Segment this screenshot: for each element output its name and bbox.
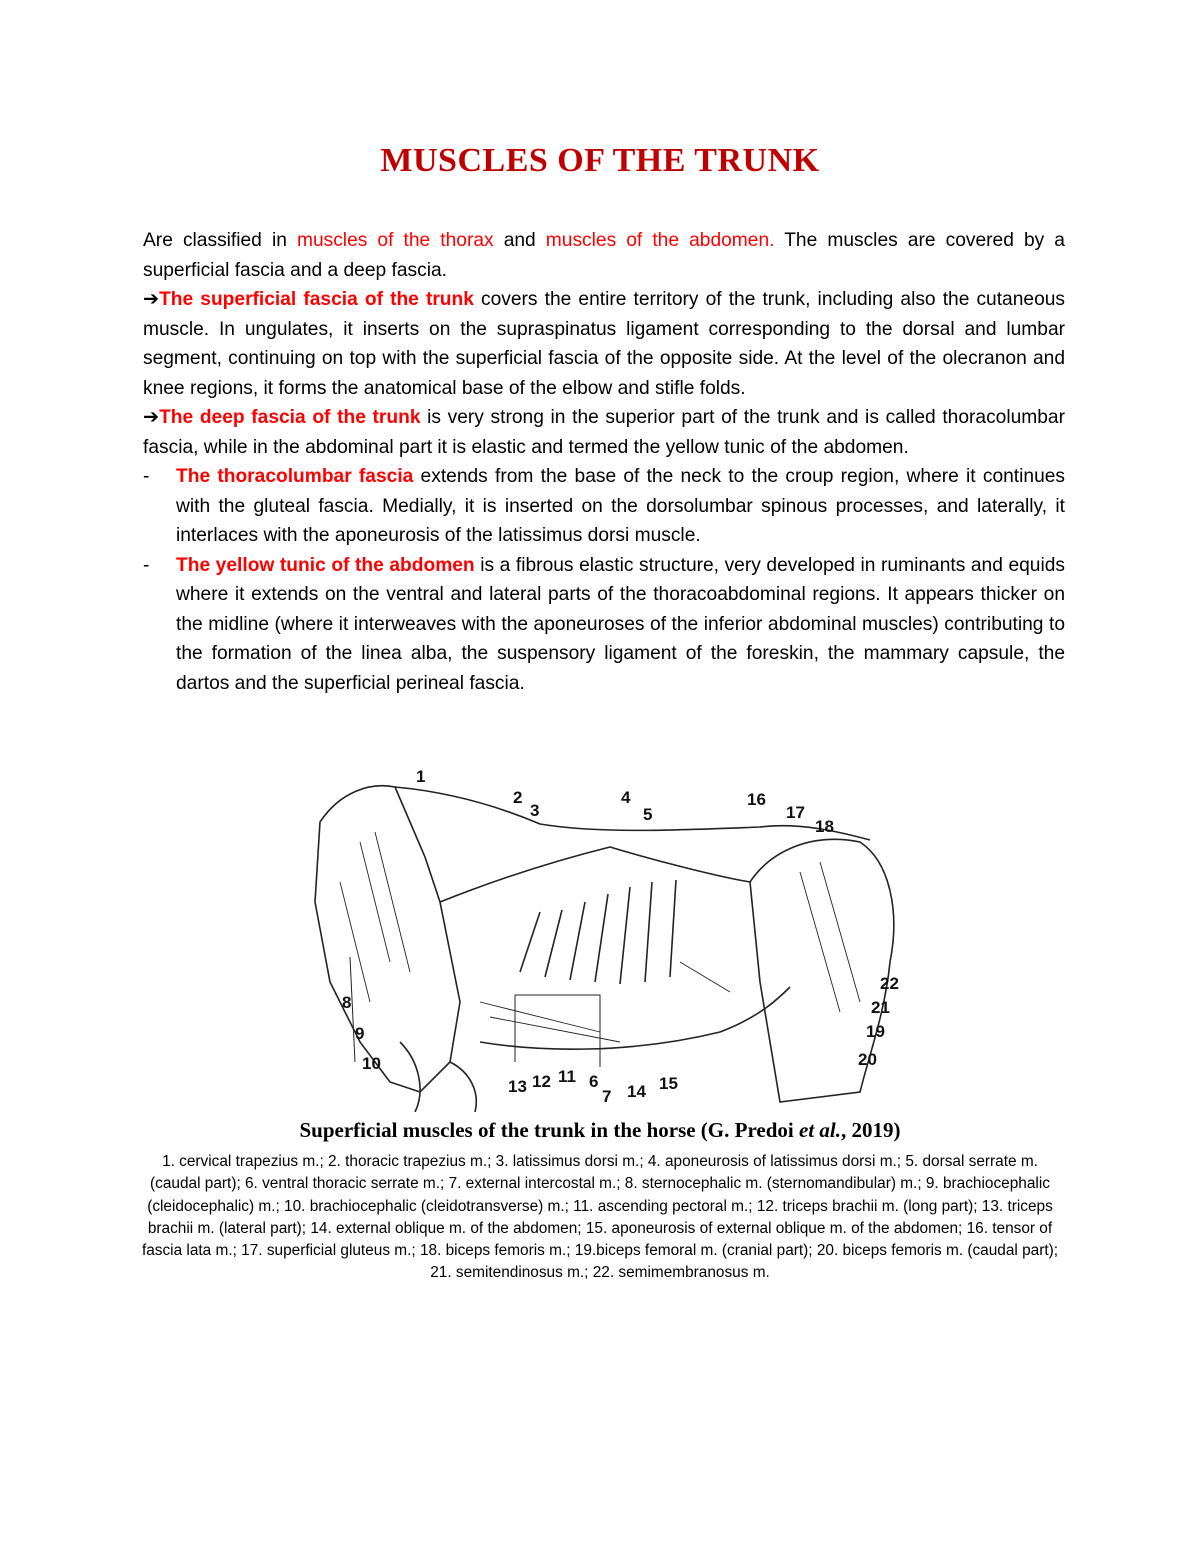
superficial-fascia-paragraph: [143, 285, 1065, 403]
thoracolumbar-item: [143, 462, 1065, 551]
label-18: 18: [815, 817, 834, 836]
label-2: 2: [513, 788, 523, 807]
label-14: 14: [627, 1082, 646, 1101]
label-1: 1: [416, 767, 426, 786]
label-11: 11: [558, 1067, 576, 1086]
thorax-term: muscles of the thorax: [296, 230, 494, 251]
caption-year: , 2019): [841, 1118, 901, 1142]
body-text: [143, 226, 1065, 698]
ventral-line: [480, 987, 790, 1049]
superficial-fascia-term: The superficial fascia of the trunk: [159, 289, 474, 310]
figure-legend: 1. cervical trapezius m.; 2. thoracic trapezius m.; 3. latissimus dorsi m.; 4. aponeurosis of latissimus dorsi m.; 5. dorsal serrate m. (caudal part); 6. ventral thoracic serrate m.; 7. external intercostal m.; 8. sternocephalic m. (sternomandibular) m.; 9. brachiocephalic (cleidocephalic) m.; 10. brachiocephalic (cleidotransverse) m.; 11. ascending pectoral m.; 12. triceps brachii m. (long part); 13. triceps brachii m. (lateral part); 14. external oblique m. of the abdomen; 15. aponeurosis of external oblique m. of the abdomen; 16. tensor of fascia lata m.; 17. superficial gluteus m.; 18. biceps femoris m.; 19.biceps femoral m. (cranial part); 20. biceps femoris m. (caudal part); 21. semitendinosus m.; 22. semimembranosus m.: [141, 1153, 1059, 1282]
label-6: 6: [589, 1072, 599, 1091]
label-4: 4: [621, 788, 631, 807]
label-20: 20: [858, 1050, 877, 1069]
caption-text: Superficial muscles of the trunk in the horse (G. Predoi: [299, 1118, 799, 1142]
intro-text-1: Are classified in: [143, 230, 297, 251]
rib-lines: [520, 880, 676, 984]
yellow-tunic-term: The yellow tunic of the abdomen: [176, 554, 475, 576]
abdomen-term: muscles of the abdomen.: [545, 230, 775, 251]
label-9: 9: [355, 1024, 365, 1043]
caption-et-al: et al.: [799, 1118, 841, 1142]
forelimb-shoulder-shape: [315, 786, 460, 1092]
label-15: 15: [659, 1074, 678, 1093]
deep-fascia-text: is very strong in the superior part of the trunk and is called thoracolumbar fascia, while in the abdominal part it is elastic and termed the yellow tunic of the abdomen.: [143, 407, 1065, 458]
horse-trunk-muscles-illustration: [300, 762, 920, 1112]
label-8: 8: [342, 993, 352, 1012]
illustration-outlines: [315, 786, 894, 1112]
figure-number-labels: [342, 767, 899, 1106]
label-10: 10: [362, 1054, 381, 1073]
label-17: 17: [786, 803, 805, 822]
intro-paragraph: [143, 226, 1065, 285]
forearm-lines: [400, 1042, 476, 1112]
label-3: 3: [530, 801, 540, 820]
superficial-fascia-text: covers the entire territory of the trunk, including also the cutaneous muscle. In ungulates, it inserts on the supraspinatus ligament corresponding to the dorsal and lumbar segment, continuing on top with the superficial fascia of the opposite side. At the level of the olecranon and knee regions, it forms the anatomical base of the elbow and stifle folds.: [143, 289, 1066, 399]
arrow-icon: ➔: [143, 289, 160, 310]
thoracolumbar-term: The thoracolumbar fascia: [176, 466, 414, 487]
yellow-tunic-item: [143, 551, 1065, 699]
arrow-icon: ➔: [143, 407, 160, 428]
label-21: 21: [871, 998, 890, 1017]
label-19: 19: [866, 1022, 885, 1041]
dash-bullet: -: [143, 554, 150, 576]
label-16: 16: [747, 790, 766, 809]
intro-text-2: and: [493, 230, 546, 251]
thoracolumbar-text: extends from the base of the neck to the croup region, where it continues with the gluteal fascia. Medially, it is inserted on the dorsolumbar spinous processes, and laterally, it interlaces with the aponeurosis of the latissimus dorsi muscle.: [176, 466, 1066, 546]
label-12: 12: [532, 1072, 551, 1091]
intro-text-3: The muscles are covered by a superficial fascia and a deep fascia.: [143, 230, 1065, 281]
figure-caption: [0, 1118, 1200, 1143]
yellow-tunic-text: is a fibrous elastic structure, very developed in ruminants and equids where it extends on the ventral and lateral parts of the thoracoabdominal regions. It appears thicker on the midline (where it interweaves with the aponeuroses of the inferior abdominal muscles) contributing to the formation of the linea alba, the suspensory ligament of the foreskin, the mammary capsule, the dartos and the superficial perineal fascia.: [176, 554, 1065, 694]
label-13: 13: [508, 1077, 527, 1096]
latissimus-edge: [440, 847, 750, 902]
deep-fascia-paragraph: [143, 403, 1065, 462]
leader-lines: [350, 957, 600, 1067]
label-5: 5: [643, 805, 653, 824]
label-7: 7: [602, 1087, 612, 1106]
page-title: MUSCLES OF THE TRUNK: [380, 142, 820, 179]
label-22: 22: [880, 974, 899, 993]
dash-bullet: -: [143, 466, 150, 487]
deep-fascia-term: The deep fascia of the trunk: [159, 407, 421, 428]
